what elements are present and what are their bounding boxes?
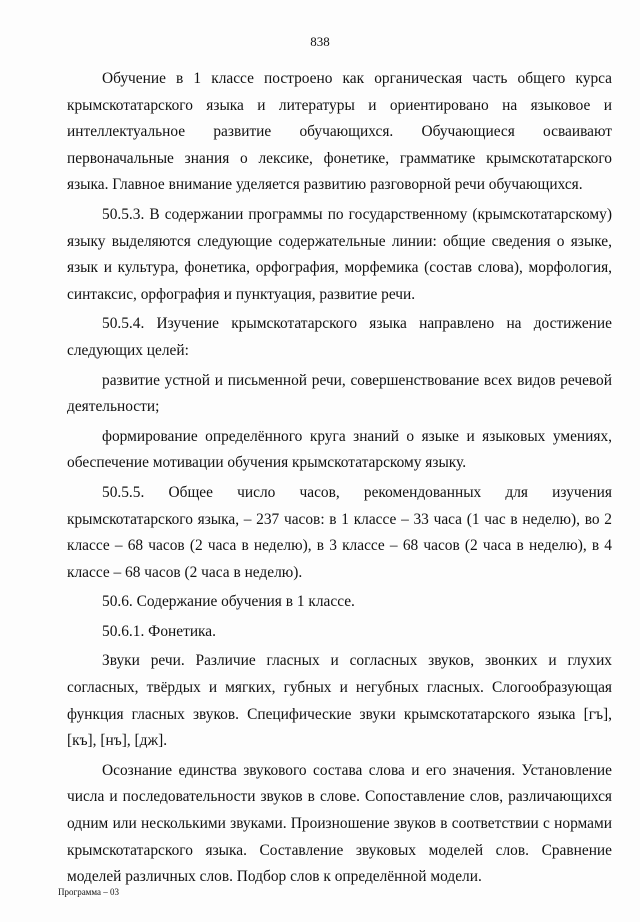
paragraph-50-5-3: 50.5.3. В содержании программы по государственному (крымскотатарскому) языку выделяются следующие содержательные линии: общие сведения о языке, язык и культура, фонетика, орфография, морфемика (состав слова), морфология, синтаксис, орфография и пунктуация, развитие речи. — [67, 205, 612, 303]
footer-label: Программа – 03 — [58, 887, 120, 897]
page-number: 838 — [310, 34, 330, 49]
paragraph-sounds: Звуки речи. Различие гласных и согласных звуков, звонких и глухих согласных, твёрдых и мягких, губных и негубных гласных. Слогообразующая функция гласных звуков. Специфические звуки крымскотатарского языка [гъ], [къ], [нъ], [дж]. — [67, 652, 612, 750]
paragraph-sound-awareness: Осознание единства звукового состава слова и его значения. Установление числа и последовательности звуков в слове. Сопоставление слов, различающихся одним или несколькими звуками. Произношение звуков в соответствии с нормами крымскотатарского языка. Составление звуковых моделей слов. Сравнение моделей различных слов. Подбор слов к определённой модели. — [67, 761, 612, 886]
paragraph-50-6: 50.6. Содержание обучения в 1 классе. — [102, 593, 355, 611]
document-body — [67, 66, 612, 894]
paragraph-50-5-4: 50.5.4. Изучение крымскотатарского языка направлено на достижение следующих целей: — [67, 315, 612, 359]
paragraph-intro: Обучение в 1 классе построено как органическая часть общего курса крымскотатарского языка и литературы и ориентировано на языковое и интеллектуальное развитие обучающихся. Обучающиеся осваивают первоначальные знания о лексике, фонетике, грамматике крымскотатарского языка. Главное внимание уделяется развитию разговорной речи обучающихся. — [67, 70, 612, 194]
paragraph-goal-knowledge: формирование определённого круга знаний о языке и языковых умениях, обеспечение мотивации обучения крымскотатарскому языку. — [67, 427, 612, 472]
paragraph-50-5-5: 50.5.5. Общее число часов, рекомендованных для изучения крымскотатарского языка, – 237 часов: в 1 классе – 33 часа (1 час в неделю), во 2 классе – 68 часов (2 часа в неделю), в 3 классе – 68 часов (2 часа в неделю), в 4 классе – 68 часов (2 часа в неделю). — [67, 483, 612, 581]
paragraph-goal-speech: развитие устной и письменной речи, совершенствование всех видов речевой деятельности; — [67, 371, 612, 416]
paragraph-50-6-1: 50.6.1. Фонетика. — [102, 622, 216, 640]
